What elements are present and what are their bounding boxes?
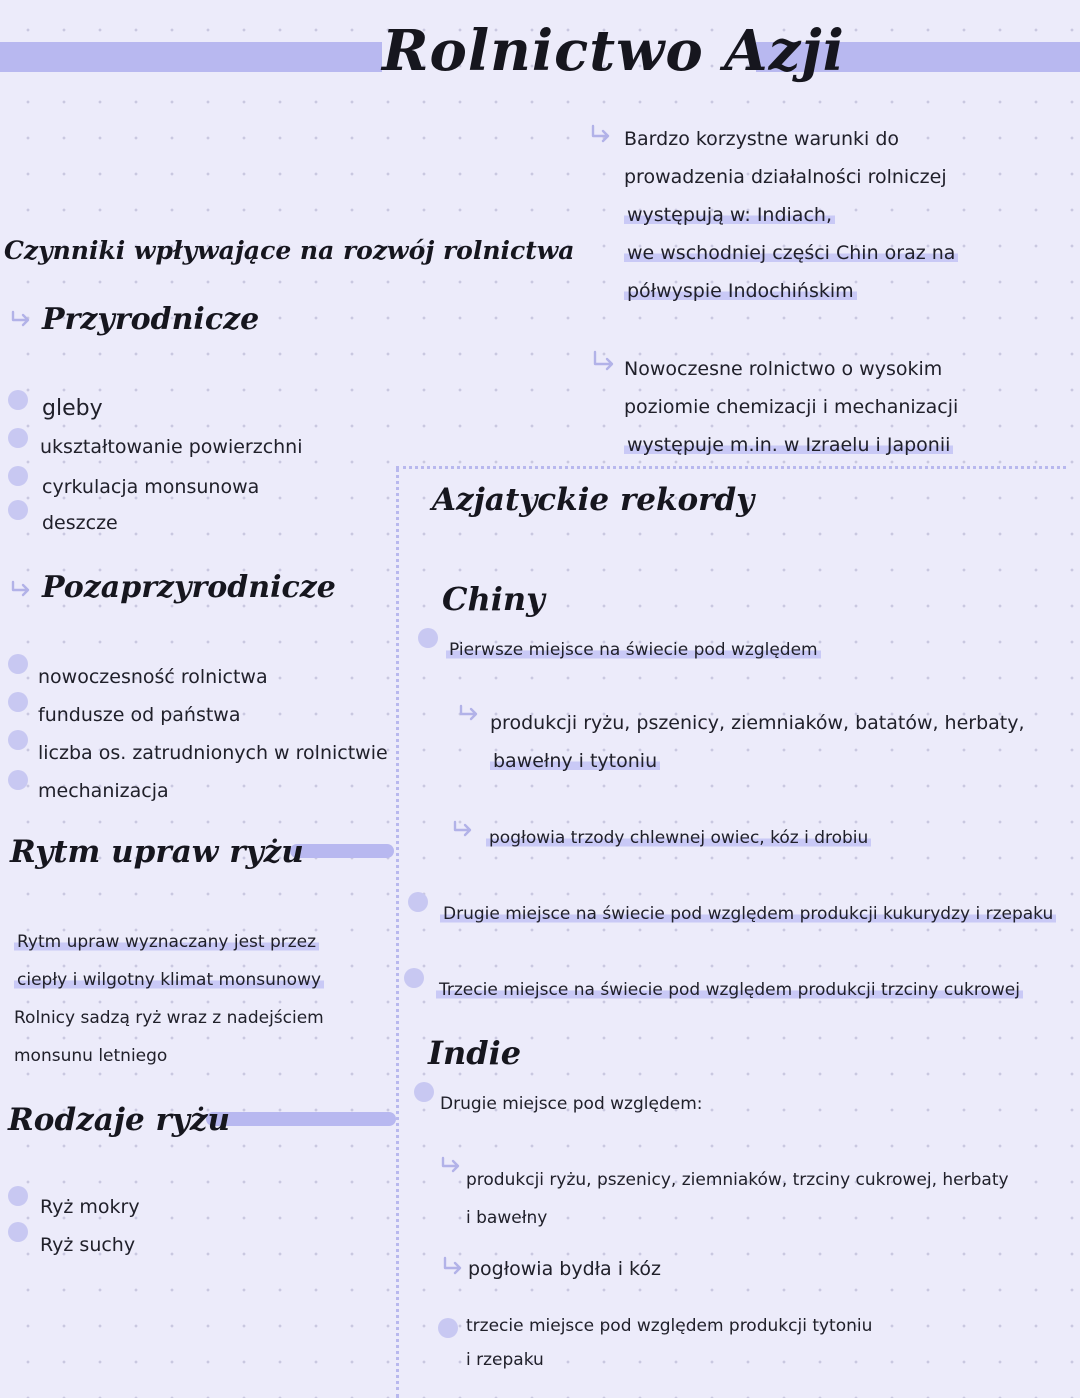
column-divider: [396, 468, 399, 1398]
bullet-dot-icon: [8, 692, 28, 712]
note-line: poziomie chemizacji i mechanizacji: [624, 396, 959, 418]
rice-type-item: Ryż mokry: [40, 1196, 140, 1218]
note-line: Rolnicy sadzą ryż wraz z nadejściem: [14, 1008, 324, 1028]
india-heading: Indie: [428, 1034, 522, 1072]
india-sub2: pogłowia bydła i kóz: [468, 1258, 661, 1280]
non-natural-item: fundusze od państwa: [38, 704, 241, 726]
india-sub1: [466, 1170, 1009, 1246]
curved-arrow-icon: [440, 1156, 460, 1176]
note-line: monsunu letniego: [14, 1046, 168, 1066]
bullet-dot-icon: [408, 892, 428, 912]
non-natural-item: nowoczesność rolnictwa: [38, 666, 268, 688]
top-right-note-1: [624, 128, 958, 318]
note-line: ciepły i wilgotny klimat monsunowy: [14, 970, 324, 1008]
bullet-dot-icon: [8, 500, 28, 520]
rice-types-heading: Rodzaje ryżu: [8, 1102, 231, 1138]
curved-arrow-icon: [10, 580, 30, 600]
bullet-dot-icon: [418, 628, 438, 648]
note-line: Rytm upraw wyznaczany jest przez: [14, 932, 324, 970]
natural-factors-heading: Przyrodnicze: [42, 302, 260, 337]
note-line: półwyspie Indochińskim: [624, 280, 958, 318]
page-title: Rolnictwo Azji: [382, 18, 845, 84]
rice-rhythm-heading: Rytm upraw ryżu: [10, 834, 304, 870]
note-line: prowadzenia działalności rolniczej: [624, 166, 947, 188]
curved-arrow-icon: [442, 1256, 462, 1276]
note-line: we wschodniej części Chin oraz na: [624, 242, 958, 280]
natural-item: deszcze: [42, 512, 118, 534]
china-second: Drugie miejsce na świecie pod względem produkcji kukurydzy i rzepaku: [440, 904, 1056, 924]
rice-type-item: Ryż suchy: [40, 1234, 136, 1256]
note-line: Nowoczesne rolnictwo o wysokim: [624, 358, 943, 380]
note-line: Bardzo korzystne warunki do: [624, 128, 900, 150]
natural-item: gleby: [42, 396, 103, 421]
note-line: bawełny i tytoniu: [490, 750, 1025, 788]
title-band-left: [0, 42, 382, 72]
bullet-dot-icon: [8, 770, 28, 790]
top-right-note-2: [624, 358, 958, 472]
non-natural-item: liczba os. zatrudnionych w rolnictwie: [38, 742, 388, 764]
bullet-dot-icon: [404, 968, 424, 988]
note-line: występuje m.in. w Izraelu i Japonii: [624, 434, 958, 472]
rice-types-band: [206, 1112, 396, 1126]
china-sub1: [490, 712, 1025, 788]
bullet-dot-icon: [8, 1222, 28, 1242]
bullet-dot-icon: [8, 1186, 28, 1206]
factors-heading: Czynniki wpływające na rozwój rolnictwa: [4, 236, 575, 265]
china-heading: Chiny: [442, 580, 545, 618]
bullet-dot-icon: [8, 730, 28, 750]
bullet-dot-icon: [8, 390, 28, 410]
non-natural-factors-heading: Pozaprzyrodnicze: [42, 570, 336, 605]
curved-arrow-icon: [592, 350, 612, 370]
natural-item: cyrkulacja monsunowa: [42, 476, 260, 498]
india-third: [466, 1316, 872, 1384]
india-second: Drugie miejsce pod względem:: [440, 1094, 703, 1114]
curved-arrow-icon: [452, 820, 472, 840]
bullet-dot-icon: [8, 466, 28, 486]
curved-arrow-icon: [10, 310, 30, 330]
note-line: produkcji ryżu, pszenicy, ziemniaków, batatów, herbaty,: [490, 712, 1025, 734]
china-third: Trzecie miejsce na świecie pod względem produkcji trzciny cukrowej: [436, 980, 1023, 1000]
curved-arrow-icon: [458, 704, 478, 724]
bullet-dot-icon: [8, 654, 28, 674]
non-natural-item: mechanizacja: [38, 780, 169, 802]
rice-rhythm-text: [14, 932, 324, 1084]
note-line: trzecie miejsce pod względem produkcji tytoniu: [466, 1316, 873, 1336]
bullet-dot-icon: [8, 428, 28, 448]
note-line: produkcji ryżu, pszenicy, ziemniaków, trzciny cukrowej, herbaty: [466, 1170, 1009, 1190]
note-line: występują w: Indiach,: [624, 204, 958, 242]
note-line: i bawełny: [466, 1208, 548, 1228]
natural-item: ukształtowanie powierzchni: [40, 436, 303, 458]
curved-arrow-icon: [590, 124, 610, 144]
china-first: Pierwsze miejsce na świecie pod względem: [446, 640, 821, 660]
section-divider: [396, 466, 1066, 469]
note-line: i rzepaku: [466, 1350, 544, 1370]
bullet-dot-icon: [438, 1318, 458, 1338]
rice-rhythm-band: [290, 844, 394, 858]
records-heading: Azjatyckie rekordy: [432, 482, 755, 518]
china-sub2: pogłowia trzody chlewnej owiec, kóz i drobiu: [486, 828, 871, 848]
bullet-dot-icon: [414, 1082, 434, 1102]
